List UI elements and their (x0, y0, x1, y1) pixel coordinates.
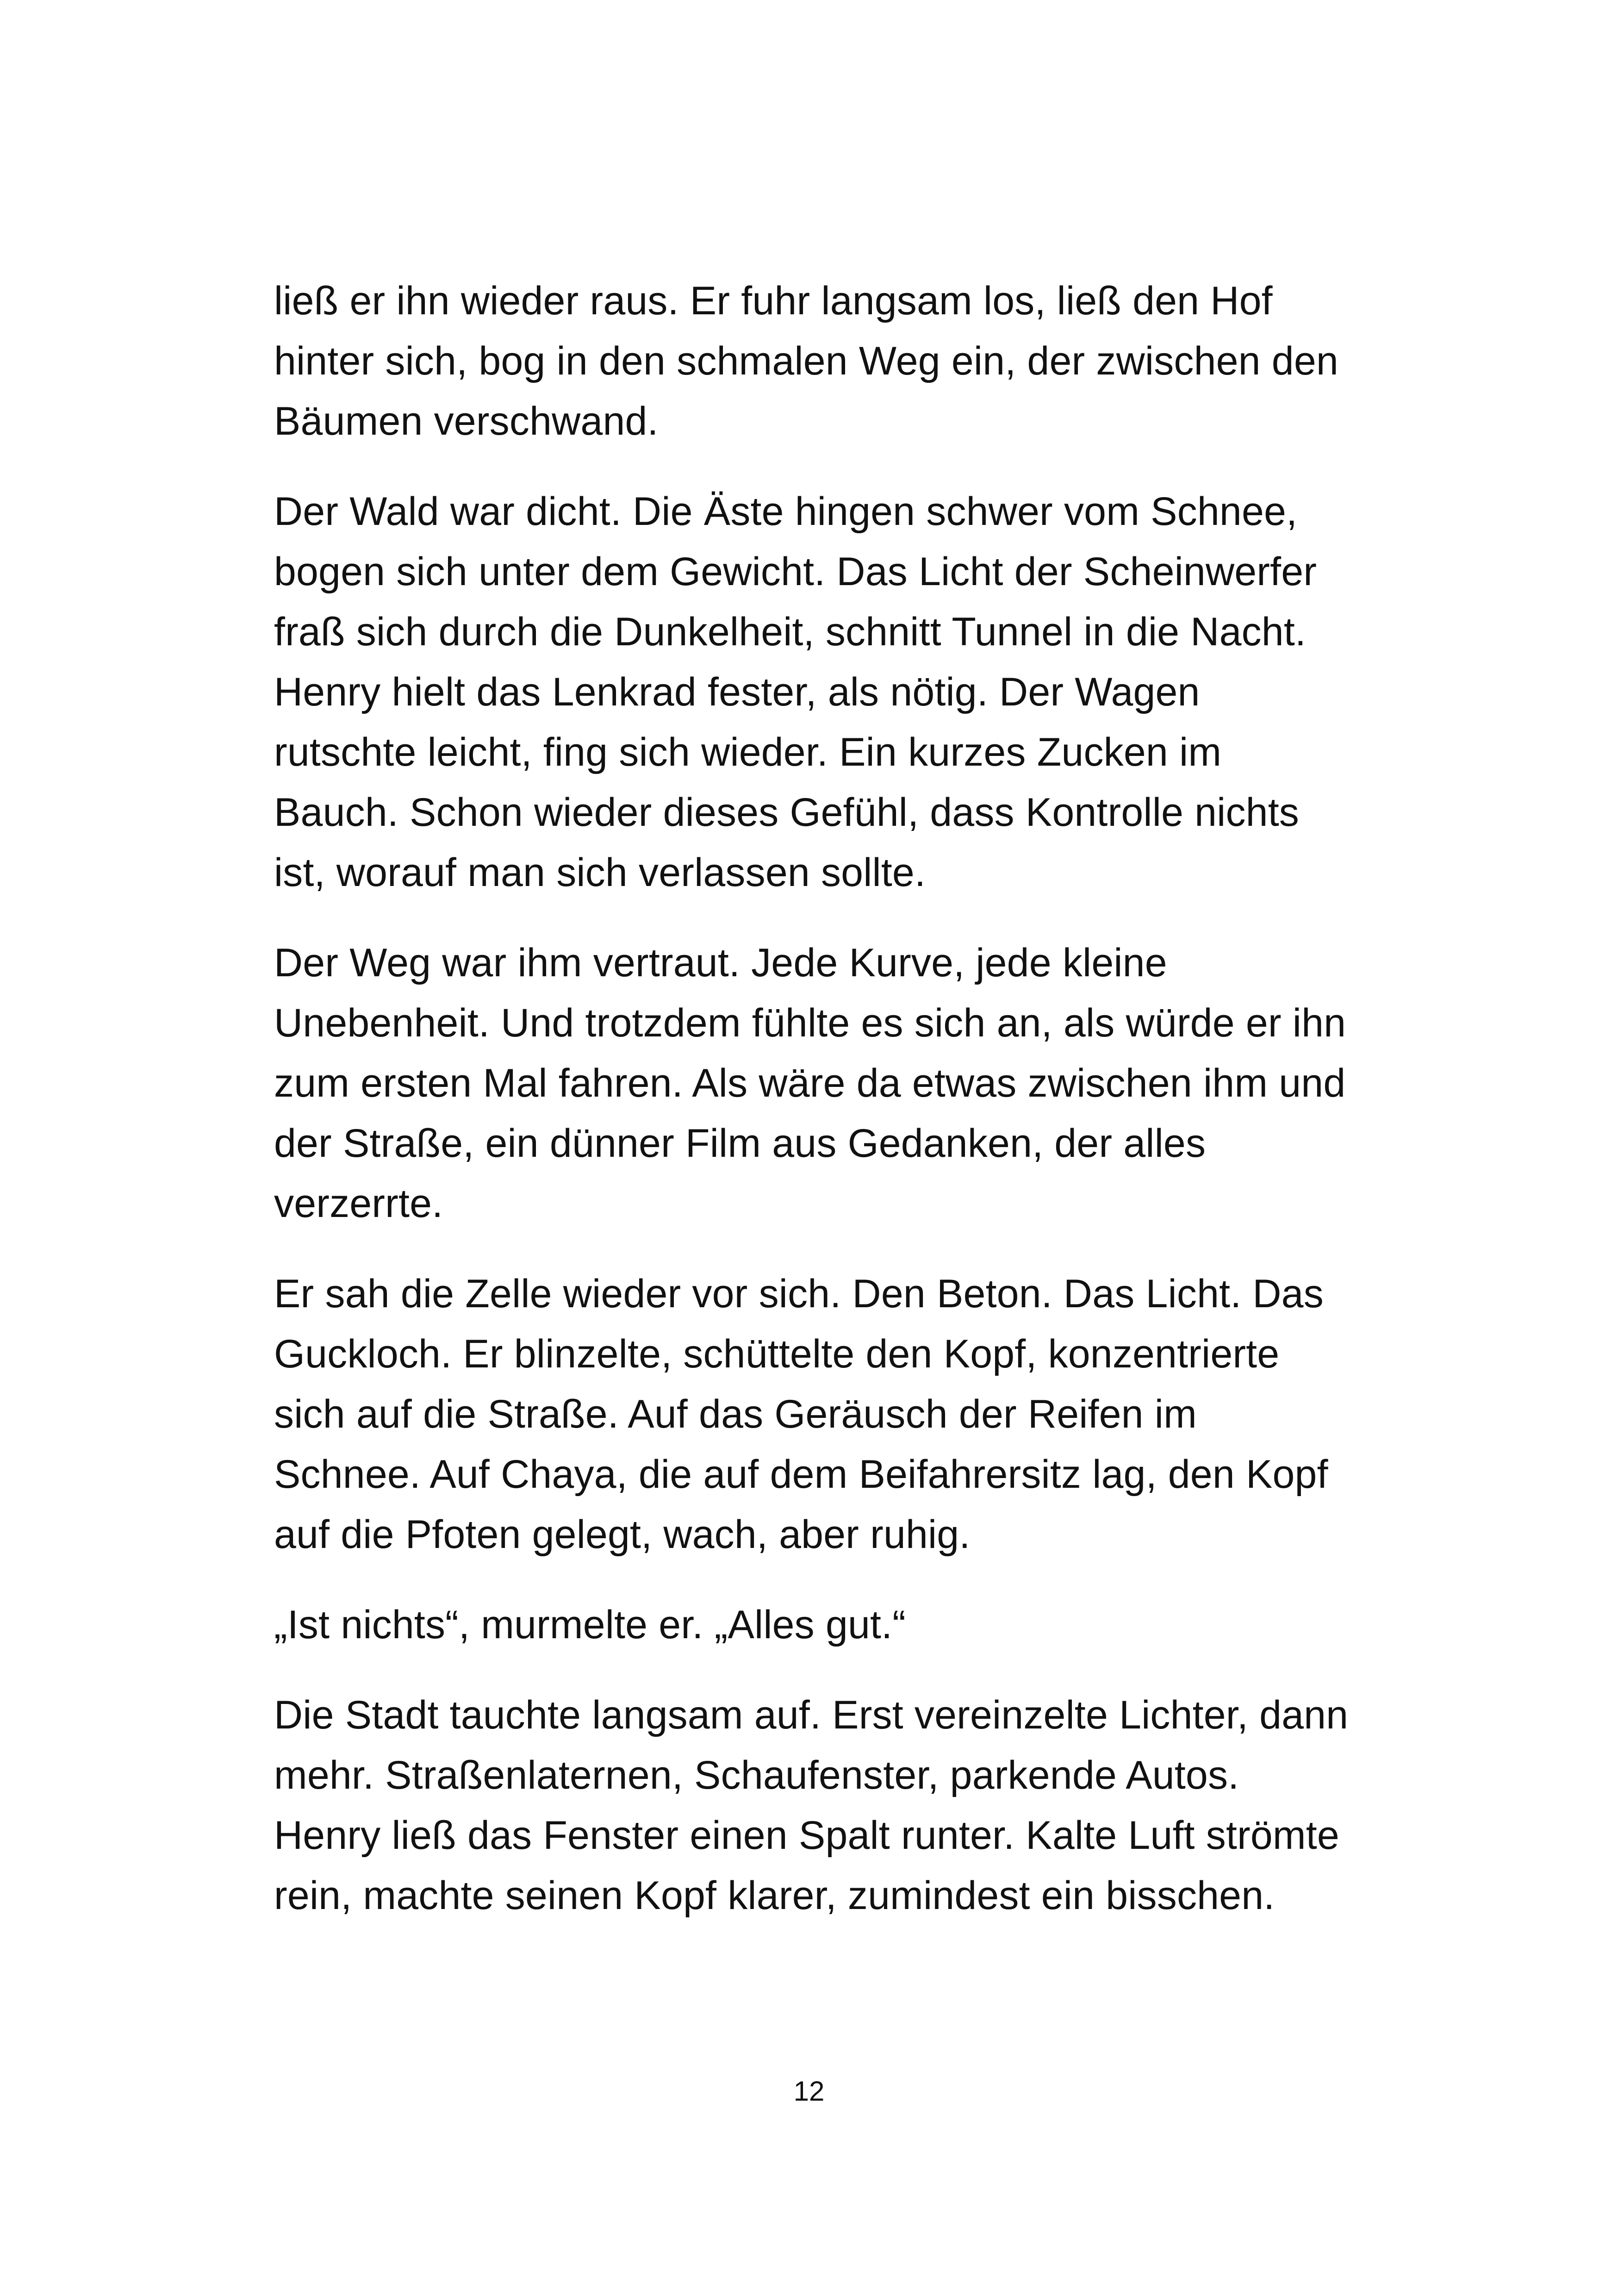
paragraph-6: Die Stadt tauchte langsam auf. Erst vereinzelte Lichter, dann mehr. Straßenlaternen, Schaufenster, parkende Autos. Henry ließ das Fenster einen Spalt runter. Kalte Luft strömte rein, machte seinen Kopf klarer, zumindest ein bisschen. (274, 1693, 1349, 1918)
paragraph-3: Der Weg war ihm vertraut. Jede Kurve, jede kleine Unebenheit. Und trotzdem fühlte es sich an, als würde er ihn zum ersten Mal fahren. Als wäre da etwas zwischen ihm und der Straße, ein dünner Film aus Gedanken, der alles verzerrte. (274, 941, 1346, 1226)
paragraph-5: „Ist nichts“, murmelte er. „Alles gut.“ (274, 1603, 906, 1647)
body-text (274, 271, 1352, 1956)
page-number: 12 (793, 2076, 825, 2107)
paragraph-2: Der Wald war dicht. Die Äste hingen schwer vom Schnee, bogen sich unter dem Gewicht. Das Licht der Scheinwerfer fraß sich durch die Dunkelheit, schnitt Tunnel in die Nacht. Henry hielt das Lenkrad fester, als nötig. Der Wagen rutschte leicht, fing sich wieder. Ein kurzes Zucken im Bauch. Schon wieder dieses Gefühl, dass Kontrolle nichts ist, worauf man sich verlassen sollte. (274, 489, 1317, 895)
paragraph-1: ließ er ihn wieder raus. Er fuhr langsam los, ließ den Hof hinter sich, bog in den schmalen Weg ein, der zwischen den Bäumen verschwand. (274, 279, 1338, 443)
paragraph-4: Er sah die Zelle wieder vor sich. Den Beton. Das Licht. Das Guckloch. Er blinzelte, schüttelte den Kopf, konzentrierte sich auf die Straße. Auf das Geräusch der Reifen im Schnee. Auf Chaya, die auf dem Beifahrersitz lag, den Kopf auf die Pfoten gelegt, wach, aber ruhig. (274, 1272, 1328, 1557)
